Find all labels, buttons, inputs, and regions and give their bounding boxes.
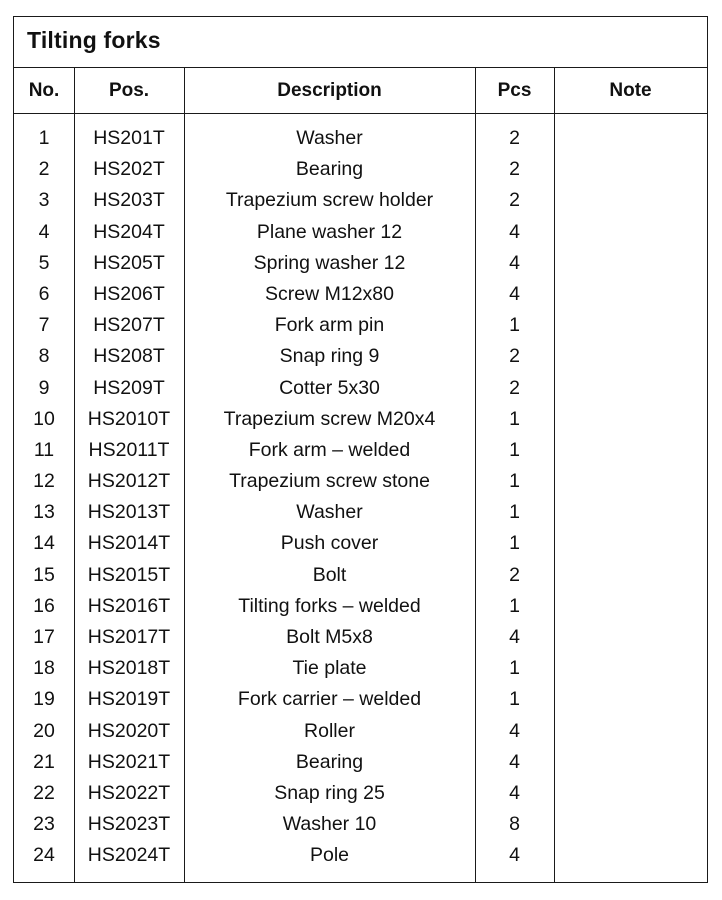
cell-pcs: 4 bbox=[509, 750, 520, 773]
cell-pos: HS2024T bbox=[87, 844, 171, 867]
cell-pcs: 2 bbox=[509, 563, 520, 586]
cell-pcs: 2 bbox=[509, 158, 520, 181]
cell-note bbox=[554, 373, 707, 404]
cell-description: Washer bbox=[296, 501, 363, 524]
cell-description: Trapezium screw stone bbox=[229, 470, 430, 493]
cell-pcs: 4 bbox=[509, 719, 520, 742]
cell-no: 22 bbox=[33, 781, 55, 804]
cell-note bbox=[554, 716, 707, 747]
cell-description: Snap ring 25 bbox=[274, 781, 385, 804]
table-row bbox=[14, 591, 707, 622]
cell-pos: HS2013T bbox=[87, 501, 171, 524]
cell-pos: HS2015T bbox=[87, 563, 171, 586]
cell-pos: HS2021T bbox=[87, 750, 171, 773]
cell-note bbox=[554, 622, 707, 653]
cell-no: 6 bbox=[38, 282, 50, 305]
cell-description: Fork arm – welded bbox=[248, 438, 411, 461]
cell-note bbox=[554, 809, 707, 840]
cell-pcs: 4 bbox=[509, 781, 520, 804]
table-row bbox=[14, 622, 707, 653]
cell-note bbox=[554, 248, 707, 279]
table-row bbox=[14, 809, 707, 840]
cell-pos: HS2011T bbox=[88, 438, 170, 461]
cell-description: Roller bbox=[304, 719, 355, 742]
cell-no: 14 bbox=[33, 532, 55, 555]
cell-no: 5 bbox=[38, 251, 50, 274]
cell-pcs: 2 bbox=[509, 345, 520, 368]
cell-no: 16 bbox=[33, 594, 55, 617]
cell-pos: HS2012T bbox=[87, 470, 171, 493]
cell-pos: HS2018T bbox=[87, 657, 171, 680]
table-row bbox=[14, 404, 707, 435]
cell-pcs: 1 bbox=[509, 470, 520, 493]
cell-pos: HS205T bbox=[93, 251, 165, 274]
cell-pcs: 1 bbox=[509, 501, 520, 524]
cell-note bbox=[554, 747, 707, 778]
table-title: Tilting forks bbox=[27, 27, 161, 53]
cell-pcs: 2 bbox=[509, 376, 520, 399]
cell-no: 9 bbox=[38, 376, 50, 399]
cell-no: 24 bbox=[33, 844, 55, 867]
cell-note bbox=[554, 840, 707, 871]
cell-description: Washer bbox=[296, 127, 363, 149]
cell-no: 7 bbox=[38, 314, 50, 337]
cell-pos: HS2019T bbox=[87, 688, 171, 711]
cell-pcs: 1 bbox=[509, 688, 520, 711]
cell-pcs: 4 bbox=[509, 251, 520, 274]
cell-description: Washer 10 bbox=[282, 813, 377, 836]
table-row bbox=[14, 716, 707, 747]
cell-description: Pole bbox=[309, 844, 350, 867]
cell-no: 11 bbox=[33, 438, 55, 461]
cell-pos: HS207T bbox=[93, 314, 165, 337]
cell-no: 17 bbox=[33, 626, 55, 648]
table-row bbox=[14, 684, 707, 715]
cell-pos: HS2022T bbox=[87, 781, 171, 804]
cell-description: Bearing bbox=[295, 158, 364, 181]
cell-pos: HS202T bbox=[93, 158, 165, 181]
cell-note bbox=[554, 591, 707, 622]
cell-note bbox=[554, 310, 707, 341]
cell-note bbox=[554, 217, 707, 248]
cell-note bbox=[554, 653, 707, 684]
header-no: No. bbox=[28, 80, 60, 101]
cell-no: 15 bbox=[33, 563, 55, 586]
table-row bbox=[14, 248, 707, 279]
cell-no: 23 bbox=[33, 813, 55, 836]
cell-note bbox=[554, 466, 707, 497]
cell-pos: HS206T bbox=[93, 282, 165, 305]
cell-pcs: 1 bbox=[509, 532, 520, 555]
cell-pos: HS2020T bbox=[87, 719, 171, 742]
cell-note bbox=[554, 279, 707, 310]
table-row bbox=[14, 435, 707, 466]
cell-description: Push cover bbox=[280, 532, 379, 555]
cell-note bbox=[554, 123, 707, 154]
header-note: Note bbox=[609, 80, 652, 101]
cell-note bbox=[554, 778, 707, 809]
cell-description: Bearing bbox=[295, 750, 364, 773]
cell-pcs: 4 bbox=[509, 844, 520, 867]
cell-no: 3 bbox=[38, 189, 50, 212]
cell-pcs: 1 bbox=[509, 314, 520, 337]
cell-pos: HS2014T bbox=[87, 532, 171, 555]
cell-description: Spring washer 12 bbox=[253, 251, 406, 274]
table-row bbox=[14, 653, 707, 684]
cell-note bbox=[554, 528, 707, 559]
cell-no: 19 bbox=[33, 688, 55, 711]
cell-note bbox=[554, 435, 707, 466]
cell-pcs: 4 bbox=[509, 220, 520, 243]
header-pos: Pos. bbox=[108, 80, 150, 101]
cell-pos: HS209T bbox=[93, 376, 165, 399]
header-description: Description bbox=[277, 80, 382, 101]
cell-note bbox=[554, 684, 707, 715]
cell-pos: HS2023T bbox=[87, 813, 171, 836]
cell-no: 13 bbox=[33, 501, 55, 524]
table-row bbox=[14, 123, 707, 154]
cell-note bbox=[554, 341, 707, 372]
cell-note bbox=[554, 154, 707, 185]
header-pcs: Pcs bbox=[497, 80, 532, 101]
cell-no: 20 bbox=[33, 719, 55, 742]
cell-pcs: 8 bbox=[509, 813, 520, 836]
cell-description: Bolt M5x8 bbox=[286, 626, 373, 648]
cell-no: 2 bbox=[38, 158, 50, 181]
cell-pos: HS2016T bbox=[87, 594, 171, 617]
cell-description: Fork arm pin bbox=[274, 314, 385, 337]
cell-no: 10 bbox=[33, 407, 55, 430]
cell-pcs: 4 bbox=[509, 282, 520, 305]
table-row bbox=[14, 341, 707, 372]
table-row bbox=[14, 497, 707, 528]
cell-note bbox=[554, 185, 707, 216]
cell-note bbox=[554, 497, 707, 528]
cell-description: Bolt bbox=[312, 563, 347, 586]
cell-description: Fork carrier – welded bbox=[237, 688, 422, 711]
cell-description: Trapezium screw holder bbox=[225, 189, 434, 212]
cell-pos: HS208T bbox=[93, 345, 165, 368]
table-row bbox=[14, 185, 707, 216]
cell-no: 12 bbox=[33, 470, 55, 493]
table-row bbox=[14, 466, 707, 497]
cell-pos: HS201T bbox=[93, 127, 165, 149]
table-row bbox=[14, 373, 707, 404]
cell-description: Cotter 5x30 bbox=[279, 376, 380, 399]
table-title-bar bbox=[14, 17, 707, 68]
cell-no: 4 bbox=[38, 220, 50, 243]
cell-description: Screw M12x80 bbox=[265, 282, 394, 305]
table-row bbox=[14, 217, 707, 248]
table-row bbox=[14, 279, 707, 310]
cell-pcs: 1 bbox=[509, 594, 520, 617]
cell-no: 21 bbox=[33, 750, 55, 773]
cell-description: Tie plate bbox=[292, 657, 367, 680]
table-body bbox=[14, 123, 707, 872]
cell-description: Trapezium screw M20x4 bbox=[223, 407, 436, 430]
table-row bbox=[14, 778, 707, 809]
cell-description: Tilting forks – welded bbox=[238, 594, 421, 617]
cell-pos: HS204T bbox=[93, 220, 165, 243]
cell-description: Snap ring 9 bbox=[279, 345, 380, 368]
cell-pcs: 2 bbox=[509, 189, 520, 212]
table-row bbox=[14, 528, 707, 559]
cell-note bbox=[554, 404, 707, 435]
table-row bbox=[14, 560, 707, 591]
cell-pcs: 1 bbox=[509, 438, 520, 461]
parts-table bbox=[13, 16, 708, 883]
table-row bbox=[14, 747, 707, 778]
cell-description: Plane washer 12 bbox=[256, 220, 403, 243]
cell-note bbox=[554, 560, 707, 591]
cell-pcs: 2 bbox=[509, 127, 520, 149]
cell-no: 18 bbox=[33, 657, 55, 680]
table-row bbox=[14, 310, 707, 341]
cell-no: 1 bbox=[38, 127, 50, 149]
cell-pos: HS2017T bbox=[87, 626, 171, 648]
table-row bbox=[14, 840, 707, 871]
cell-pcs: 1 bbox=[509, 407, 520, 430]
cell-pcs: 4 bbox=[509, 626, 520, 648]
cell-pcs: 1 bbox=[509, 657, 520, 680]
table-row bbox=[14, 154, 707, 185]
cell-pos: HS2010T bbox=[87, 407, 171, 430]
cell-no: 8 bbox=[38, 345, 50, 368]
cell-pos: HS203T bbox=[93, 189, 165, 212]
table-header-row bbox=[14, 68, 707, 114]
